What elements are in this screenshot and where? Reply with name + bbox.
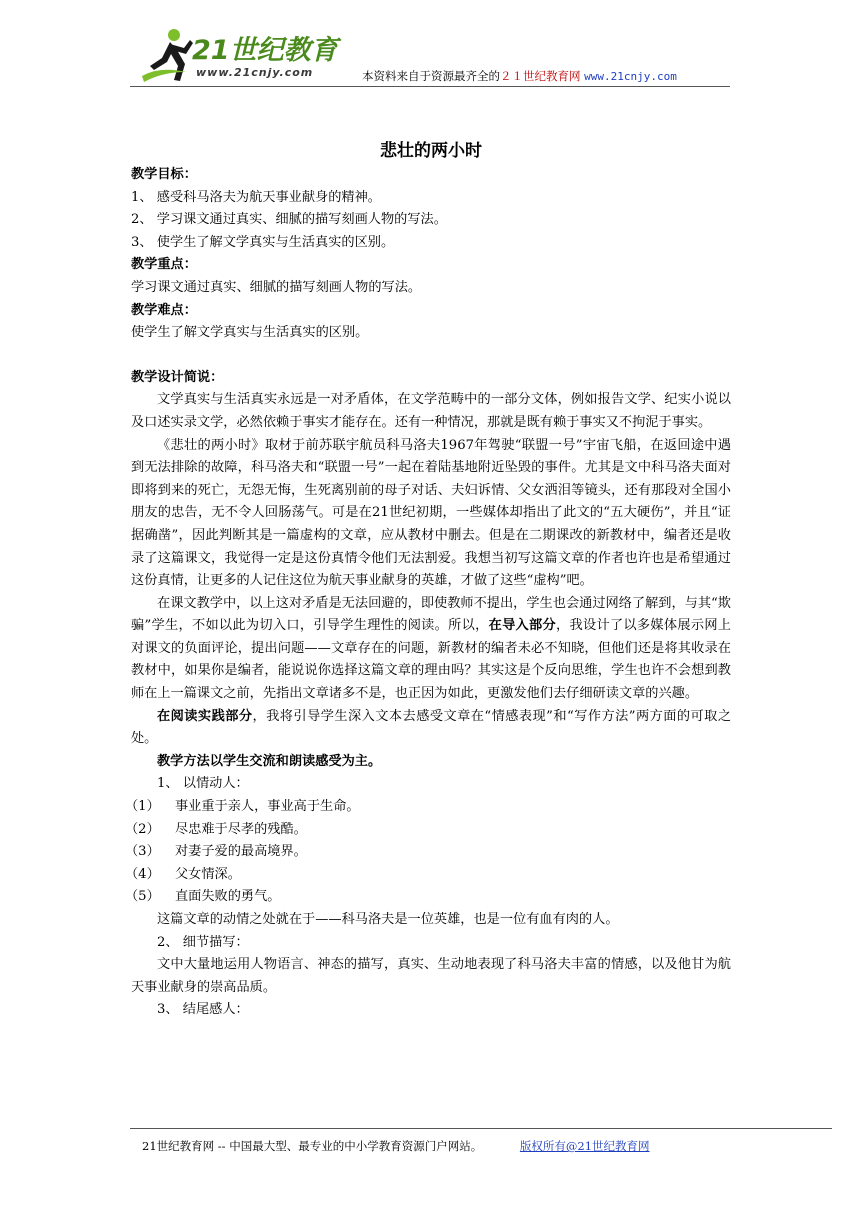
design-paragraph-2: 《悲壮的两小时》取材于前苏联宇航员科马洛夫1967年驾驶“联盟一号”宇宙飞船，在返回途中遇到无法排除的故障，科马洛夫和“联盟一号”一起在着陆基地附近坠毁的事件。尤其是文中科马洛夫面对即将到来的死亡，无怨无悔，生死离别前的母子对话、夫妇诉情、父女洒泪等镜头，还有那段对全国小朋友的忠告，无不令人回肠荡气。可是在21世纪初期，一些媒体却指出了此文的“五大硬伤”，并且“证据确凿”，因此判断其是一篇虚构的文章，应从教材中删去。但是在二期课改的新教材中，编者还是收录了这篇课文，我觉得一定是这份真情令他们无法割爱。我想当初写这篇文章的作者也许也是希望通过这份真情，让更多的人记住这位为航天事业献身的英雄，才做了这些“虚构”吧。 xyxy=(131,437,731,589)
objective-item: 1、 感受科马洛夫为航天事业献身的精神。 xyxy=(131,189,381,205)
focus-text: 学习课文通过真实、细腻的描写刻画人物的写法。 xyxy=(131,279,422,295)
emotion-text: 父女情深。 xyxy=(175,866,241,882)
emotion-list-item xyxy=(125,819,731,842)
page-footer xyxy=(142,1138,650,1154)
logo-url-text: www.21cnjy.com xyxy=(196,66,314,79)
section-spacer xyxy=(131,345,731,367)
para3-start: 在课文教学中，以上这对矛盾是无法回避的，即使教师不提出，学生也会通过网络了解到，与其“欺骗”学生，不如以此为切入口，引导学生理性的阅读。所以， xyxy=(131,595,731,634)
item2-heading: 2、 细节描写： xyxy=(157,934,249,950)
focus-heading: 教学重点： xyxy=(131,257,197,273)
document-title: 悲壮的两小时 xyxy=(380,141,482,161)
emotion-list-item xyxy=(125,841,731,864)
emotion-text: 事业重于亲人，事业高于生命。 xyxy=(175,799,360,815)
emotion-list-item xyxy=(125,796,731,819)
design-heading: 教学设计简说： xyxy=(131,369,224,385)
para3-end: ，我设计了以多媒体展示网上对课文的负面评论，提出问题——文章存在的问题，新教材的编者未必不知晓，但他们还是将其收录在教材中，如果你是编者，能说说你选择这篇文章的理由吗？其实这是个反向思维，学生也许不会想到教师在上一篇课文之前，先指出文章诸多不是，也正因为如此，更激发他们去仔细研读文章的兴趣。 xyxy=(131,618,731,702)
emotion-list-item xyxy=(125,886,731,909)
objective-item: 2、 学习课文通过真实、细腻的描写刻画人物的写法。 xyxy=(131,212,447,228)
method-line: 教学方法以学生交流和朗读感受为主。 xyxy=(157,753,382,769)
design-paragraph-1: 文学真实与生活真实永远是一对矛盾体，在文学范畴中的一部分文体，例如报告文学、纪实小说以及口述实录文学，必然依赖于事实才能存在。还有一种情况，那就是既有赖于事实又不拘泥于事实。 xyxy=(131,392,731,430)
emotion-summary: 这篇文章的动情之处就在于——科马洛夫是一位英雄，也是一位有血有肉的人。 xyxy=(157,912,619,927)
detail-text: 文中大量地运用人物语言、神态的描写，真实、生动地表现了科马洛夫丰富的情感，以及他甘为航天事业献身的崇高品质。 xyxy=(131,957,731,995)
header-note-prefix: 本资料来自于资源最齐全的 xyxy=(362,69,500,83)
design-paragraph-3 xyxy=(131,593,731,706)
logo-brand-text: 21世纪教育 xyxy=(192,35,338,66)
para3-bold-phrase: 在导入部分 xyxy=(488,618,557,634)
site-logo xyxy=(140,26,340,88)
emotion-text: 尽忠难于尽孝的残酷。 xyxy=(175,821,307,837)
emotion-number: （2） xyxy=(125,821,160,837)
footer-copyright-link[interactable]: 版权所有@21世纪教育网 xyxy=(519,1139,650,1153)
emotion-text: 对妻子爱的最高境界。 xyxy=(175,844,307,860)
document-body xyxy=(125,138,732,1022)
difficulty-text: 使学生了解文学真实与生活真实的区别。 xyxy=(131,325,369,341)
header-note-url-link[interactable]: www.21cnjy.com xyxy=(584,70,677,83)
emotion-list-item xyxy=(125,864,731,887)
footer-site-text: 21世纪教育网 -- 中国最大型、最专业的中小学教育资源门户网站。 xyxy=(142,1139,483,1153)
header-note-brand: ２１世纪教育网 xyxy=(500,69,581,83)
difficulty-heading: 教学难点： xyxy=(131,302,197,318)
para4-rest: ，我将引导学生深入文本去感受文章在“情感表现”和“写作方法”两方面的可取之处。 xyxy=(131,708,732,747)
page-header xyxy=(0,0,860,100)
para4-bold-phrase: 在阅读实践部分 xyxy=(157,708,253,724)
emotion-text: 直面失败的勇气。 xyxy=(175,889,281,905)
emotion-number: （3） xyxy=(125,844,160,860)
header-divider xyxy=(130,86,730,87)
item1-heading: 1、 以情动人： xyxy=(157,776,249,792)
emotion-number: （4） xyxy=(125,866,160,882)
objectives-heading: 教学目标： xyxy=(131,167,197,182)
runner-logo-icon xyxy=(140,26,196,84)
emotion-number: （5） xyxy=(125,889,160,905)
emotion-number: （1） xyxy=(125,799,160,815)
objective-item: 3、 使学生了解文学真实与生活真实的区别。 xyxy=(131,234,395,250)
design-paragraph-4 xyxy=(131,706,731,751)
footer-divider xyxy=(130,1128,832,1129)
header-source-note xyxy=(362,68,677,84)
item3-heading: 3、 结尾感人： xyxy=(157,1002,249,1018)
